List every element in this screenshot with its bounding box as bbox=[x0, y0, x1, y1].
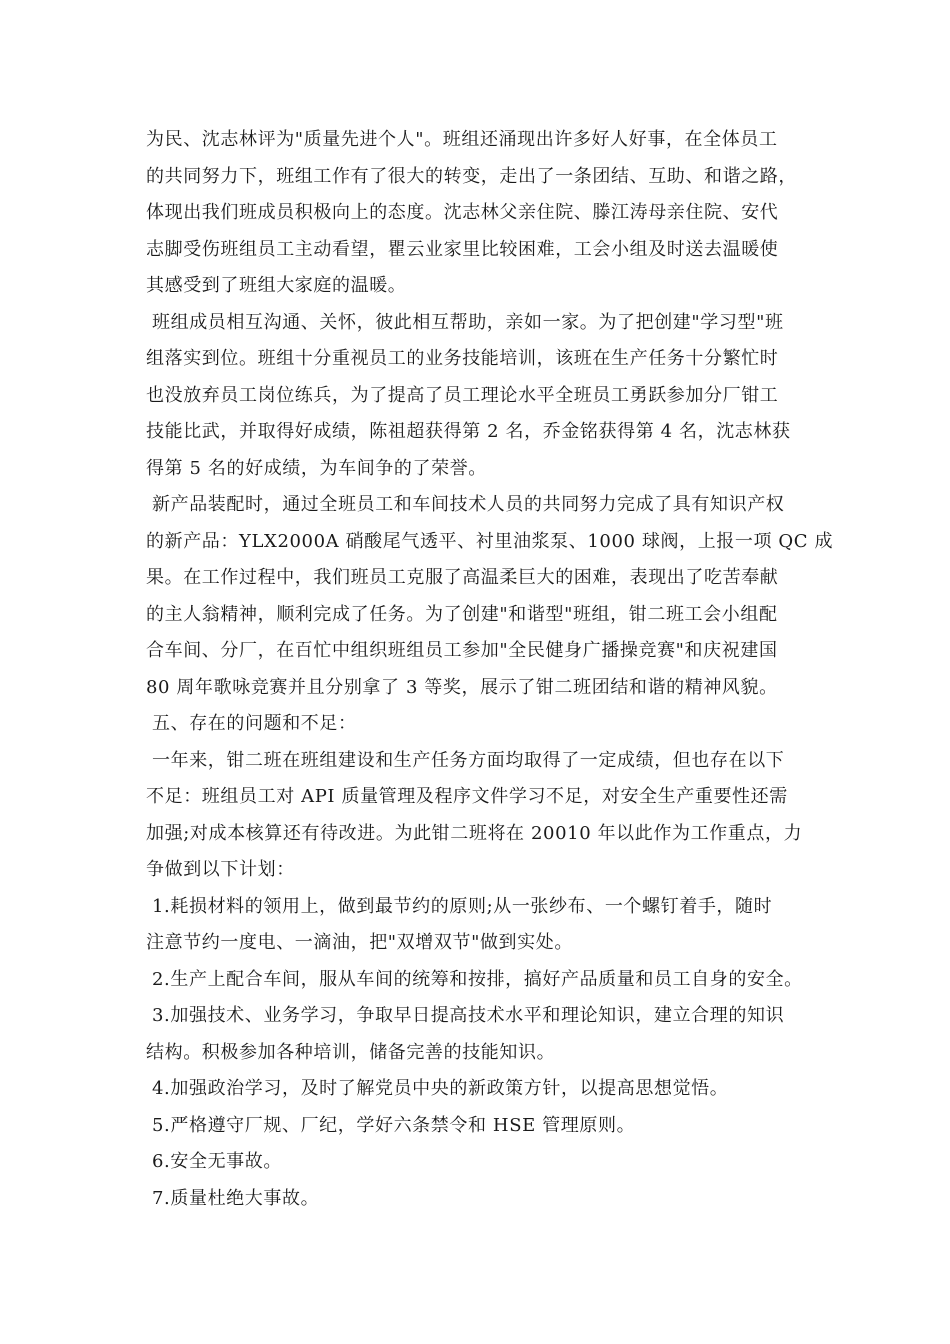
text-line: 组落实到位。班组十分重视员工的业务技能培训，该班在生产任务十分繁忙时 bbox=[146, 348, 779, 369]
text-line: 其感受到了班组大家庭的温暖。 bbox=[146, 275, 407, 296]
list-item: 3.加强技术、业务学习，争取早日提高技术水平和理论知识，建立合理的知识 bbox=[152, 1005, 785, 1026]
paragraph-start-line: 班组成员相互沟通、关怀，彼此相互帮助，亲如一家。为了把创建"学习型"班 bbox=[152, 311, 784, 333]
text-line: 合车间、分厂，在百忙中组织班组员工参加"全民健身广播操竞赛"和庆祝建国 bbox=[146, 640, 778, 661]
paragraph-start-line: 新产品装配时，通过全班员工和车间技术人员的共同努力完成了具有知识产权 bbox=[152, 494, 785, 515]
text-line: 不足：班组员工对 API 质量管理及程序文件学习不足，对安全生产重要性还需 bbox=[146, 786, 788, 807]
text-line: 果。在工作过程中，我们班员工克服了高温柔巨大的困难，表现出了吃苦奉献 bbox=[146, 567, 779, 588]
list-item: 2.生产上配合车间，服从车间的统筹和按排，搞好产品质量和员工自身的安全。 bbox=[152, 968, 803, 990]
text-line: 注意节约一度电、一滴油，把"双增双节"做到实处。 bbox=[146, 932, 573, 953]
text-line: 的共同努力下，班组工作有了很大的转变，走出了一条团结、互助、和谐之路， bbox=[146, 165, 797, 187]
text-line: 志脚受伤班组员工主动看望，瞿云业家里比较困难，工会小组及时送去温暖使 bbox=[146, 238, 779, 260]
text-line: 的新产品：YLX2000A 硝酸尾气透平、衬里油浆泵、1000 球阀，上报一项 QC 成 bbox=[146, 530, 834, 552]
text-line: 结构。积极参加各种培训，储备完善的技能知识。 bbox=[146, 1041, 556, 1063]
list-item: 4.加强政治学习，及时了解党员中央的新政策方针，以提高思想觉悟。 bbox=[152, 1078, 729, 1099]
text-line: 技能比武，并取得好成绩，陈祖超获得第 2 名，乔金铭获得第 4 名，沈志林获 bbox=[146, 421, 791, 442]
text-line: 争做到以下计划： bbox=[146, 859, 295, 880]
text-line: 加强;对成本核算还有待改进。为此钳二班将在 20010 年以此作为工作重点，力 bbox=[146, 822, 803, 844]
text-line: 也没放弃员工岗位练兵，为了提高了员工理论水平全班员工勇跃参加分厂钳工 bbox=[146, 384, 779, 406]
text-line: 为民、沈志林评为"质量先进个人"。班组还涌现出许多好人好事，在全体员工 bbox=[146, 129, 778, 150]
list-item: 1.耗损材料的领用上，做到最节约的原则;从一张纱布、一个螺钉着手，随时 bbox=[152, 895, 773, 917]
document-body bbox=[146, 122, 834, 1217]
list-item: 7.质量杜绝大事故。 bbox=[152, 1187, 320, 1209]
text-line: 体现出我们班成员积极向上的态度。沈志林父亲住院、滕江涛母亲住院、安代 bbox=[146, 202, 779, 223]
text-line: 得第 5 名的好成绩，为车间争的了荣誉。 bbox=[146, 457, 487, 479]
list-item: 5.严格遵守厂规、厂纪，学好六条禁令和 HSE 管理原则。 bbox=[152, 1114, 636, 1136]
section-heading: 五、存在的问题和不足： bbox=[152, 713, 357, 734]
paragraph-start-line: 一年来，钳二班在班组建设和生产任务方面均取得了一定成绩，但也存在以下 bbox=[152, 749, 785, 771]
list-item: 6.安全无事故。 bbox=[152, 1151, 282, 1172]
text-line: 80 周年歌咏竞赛并且分别拿了 3 等奖，展示了钳二班团结和谐的精神风貌。 bbox=[146, 676, 778, 698]
text-line: 的主人翁精神，顺利完成了任务。为了创建"和谐型"班组，钳二班工会小组配 bbox=[146, 603, 778, 625]
